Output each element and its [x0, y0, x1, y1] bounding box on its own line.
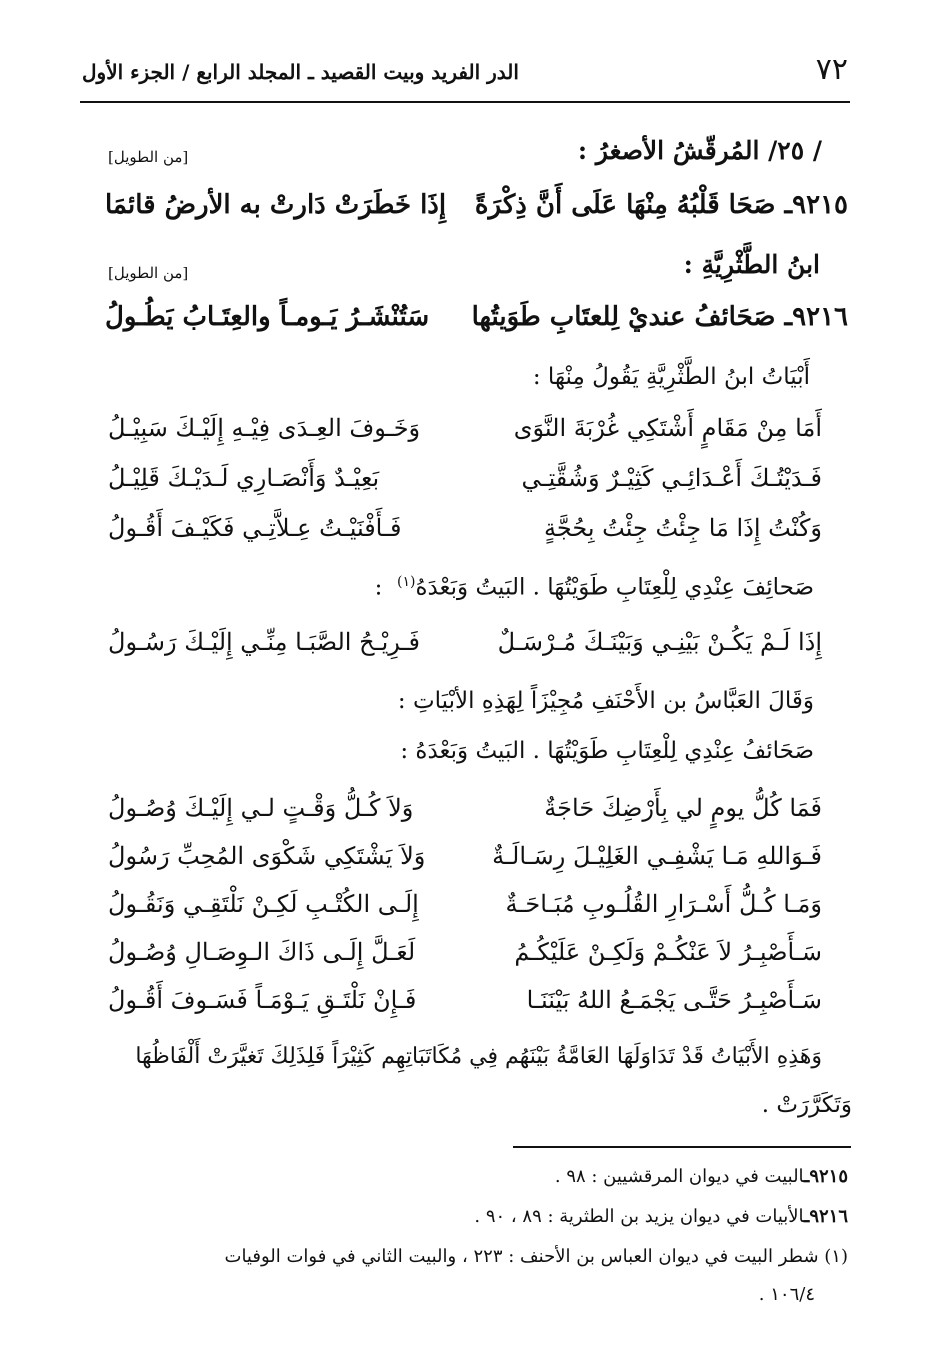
running-title: الدر الفريد وبيت القصيد ـ المجلد الرابع / الجزء الأول: [82, 60, 519, 84]
prose-line: وَتَكَرَّرَتْ .: [761, 1092, 852, 1118]
poem-hemistich-a: إِذَا لَـمْ يَكُـنْ بَيْنِـي وَبَيْنَـكَ مُـرْسَـلٌ: [497, 628, 822, 656]
prose-text: صَحائِفَ عِنْدِي لِلْعِتَابِ طَوَيْتُهَا . البَيتُ وَبَعْدَهُ: [415, 574, 814, 601]
poet-heading: ابنُ الطَّثْرِيَّةِ :: [683, 250, 820, 279]
footnote-continuation: ١٠٦/٤ .: [758, 1284, 815, 1305]
poem-hemistich-a: فَـوَاللهِ مَـا يَشْفِـي الغَلِيْـلَ رِسَـالَـةٌ: [492, 842, 822, 870]
prose-line: [375, 574, 814, 601]
meter-label: [من الطويل]: [108, 148, 189, 166]
verse-second-hemistich: إِذَا خَطَرَتْ دَارتْ به الأرضُ قائمَا: [105, 190, 447, 220]
poem-hemistich-a: سَـأَصْبِـرُ لاَ عَنْكُـمْ وَلَكِـنْ عَلَيْكُـمُ: [514, 938, 822, 966]
poem-hemistich-b: وَلاَ كُـلُّ وَقْـتٍ لـي إِلَيْـكَ وُصُـولُ: [108, 794, 414, 822]
footnote-label: ٩٢١٥ـ: [804, 1166, 848, 1187]
poem-hemistich-a: وَكُنْتُ إِذَا مَا جِئْتُ جِئْتُ بِحُجَّةٍ: [544, 514, 822, 542]
footnote: [474, 1206, 848, 1227]
poem-hemistich-b: وَلاَ يَشْتَكِي شَكْوَى المُحِبِّ رَسُولُ: [108, 842, 426, 870]
prose-line: صَحَائفُ عِنْدِي لِلْعِتَابِ طَوَيْتُهَا . البَيتُ وَبَعْدَهُ :: [400, 738, 814, 764]
poem-hemistich-b: فَـرِيْـحُ الصَّبَـا مِنِّـي إِلَيْـكَ رَسُـولُ: [108, 628, 421, 656]
poem-hemistich-a: أَمَا مِنْ مَقَامٍ أَشْتَكِي غُرْبَةَ النَّوَى: [513, 414, 822, 442]
poem-hemistich-b: فَـإِنْ نَلْتَـقِ يَـوْمَـاً فَسَـوفَ أَقُـولُ: [108, 986, 417, 1014]
verse-first-hemistich: ٩٢١٥ـ صَحَا قَلْبُهُ مِنْهَا عَلَى أَنَّ ذِكْرَةً: [474, 190, 848, 220]
footnote-text: شطر البيت في ديوان العباس بن الأحنف : ٢٢٣ ، والبيت الثاني في فوات الوفيات: [224, 1246, 819, 1267]
footnote-ref: (١): [396, 574, 416, 590]
header-rule: [80, 101, 850, 103]
verse-first-hemistich: ٩٢١٦ـ صَحَائفُ عنديْ لِلعتَابِ طَوَيتُها: [471, 302, 848, 332]
footnote-text: البيت في ديوان المرقشيين : ٩٨ .: [554, 1166, 805, 1187]
footnote: [225, 1246, 849, 1267]
poem-hemistich-a: فَمَا كُلُّ يومٍ لي بِأَرْضِكَ حَاجَةٌ: [544, 794, 822, 822]
prose-line: وَهَذِهِ الأَبْيَاتُ قَدْ تَدَاوَلَهَا العَامَّةُ بَيْنَهُم فِي مُكَاتَبَاتِهِم كَثِيْرَاً فَلِذَلِكَ تَغيَّرَتْ أَلْفَاظُهَا: [135, 1044, 822, 1069]
meter-label: [من الطويل]: [108, 264, 189, 282]
prose-line: أَبْيَاتُ ابنُ الطَّثْرِيَّةِ يَقُولُ مِنْهَا :: [532, 364, 810, 390]
footnote: [555, 1166, 848, 1187]
poem-hemistich-b: فَـأَفْنَيْـتُ عِـلاَّتِـي فَكَيْـفَ أَقُـولُ: [108, 514, 402, 542]
prose-line: وَقَالَ العَبَّاسُ بن الأَحْنَفِ مُجِيْزَاً لِهَذِهِ الأبْيَاتِ :: [397, 688, 814, 714]
poem-hemistich-b: لَعَـلَّ إِلَـى ذَاكَ الـوِصَـالِ وُصُـولُ: [108, 938, 416, 966]
poet-heading: / ٢٥/ المُرقّشُ الأصغرُ :: [577, 136, 822, 165]
poem-hemistich-a: فَـدَيْتُـكَ أَعْـدَائِـي كَثِيْـرٌ وَشُقَّتِـي: [521, 464, 822, 492]
page-number: ٧٢: [815, 52, 848, 87]
footnote-label: ٩٢١٦ـ: [804, 1206, 848, 1227]
poem-hemistich-a: وَمَـا كُـلُّ أَسْـرَارِ القُلُـوبِ مُبَـاحَـةٌ: [505, 890, 822, 918]
poem-hemistich-b: وَخَـوفَ العِـدَى فِيْـهِ إِلَيْـكَ سَبِيْـلُ: [108, 414, 421, 442]
footnote-label: (١): [824, 1246, 848, 1267]
poem-hemistich-b: إِلَـى الكُتْـبِ لَكِـنْ نَلْتَقِـي وَنَقُـولُ: [108, 890, 419, 918]
prose-colon: :: [374, 574, 383, 601]
poem-hemistich-a: سَـأَصْبِـرُ حَتَّـى يَجْمَـعُ اللهُ بَيْنَنَـا: [526, 986, 822, 1014]
verse-second-hemistich: سَتُنْشَـرُ يَـومـاً والعِتَـابُ يَطُـولُ: [105, 302, 430, 332]
poem-hemistich-b: بَعِيْـدٌ وَأَنْصَـارِي لَـدَيْـكَ قَلِيْـلُ: [108, 464, 380, 492]
footnote-text: الأبيات في ديوان يزيد بن الطثرية : ٨٩ ، ٩٠ .: [474, 1206, 805, 1227]
footnote-rule: [513, 1146, 851, 1148]
